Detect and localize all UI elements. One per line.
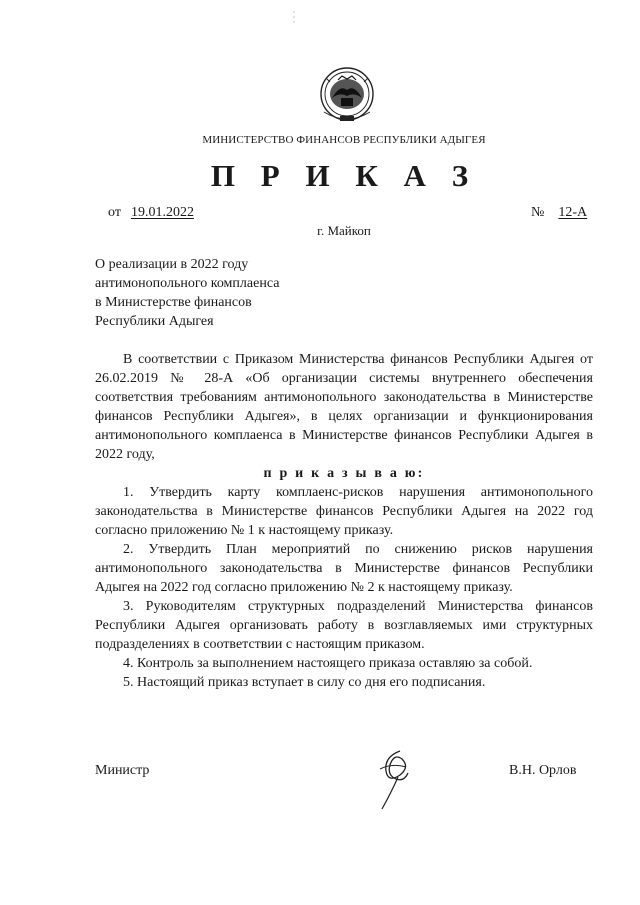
preamble-paragraph: В соответствии с Приказом Министерства финансов Республики Адыгея от 26.02.2019 № 28-А «Об организации системы внутреннего обеспечения соответствия требованиям антимонопольного законодательства в Министерстве финансов Республики Адыгея», в целях организации и функционирования антимонопольного комплаенса в Министерстве финансов Республики Адыгея в 2022 году, xyxy=(95,352,593,462)
subject-line: Республики Адыгея xyxy=(95,314,214,329)
order-number xyxy=(531,205,587,221)
order-date xyxy=(108,205,194,221)
order-item: 3. Руководителям структурных подразделений Министерства финансов Республики Адыгея организовать работу в возглавляемых ими структурных подразделениях в соответствии с настоящим приказом. xyxy=(95,599,593,652)
number-label: № xyxy=(531,205,545,220)
order-item: 2. Утвердить План мероприятий по снижению рисков нарушения антимонопольного законодательства в Министерстве финансов Республики Адыгея на 2022 год согласно приложению № 2 к настоящему приказу. xyxy=(95,542,593,595)
date-value: 19.01.2022 xyxy=(130,205,194,220)
signatory-position: Министр xyxy=(95,763,150,778)
order-item: 4. Контроль за выполнением настоящего приказа оставляю за собой. xyxy=(123,656,533,671)
order-item: 1. Утвердить карту комплаенс-рисков нарушения антимонопольного законодательства в Министерстве финансов Республики Адыгея на 2022 год согласно приложению № 1 к настоящему приказу. xyxy=(95,485,593,538)
number-value: 12-А xyxy=(558,205,588,220)
subject-line: О реализации в 2022 году xyxy=(95,257,249,272)
document-title: П Р И К А З xyxy=(210,158,478,193)
signatory-name: В.Н. Орлов xyxy=(509,763,577,778)
subject-line: антимонопольного комплаенса xyxy=(95,276,280,291)
order-body xyxy=(95,350,593,692)
order-subject xyxy=(95,255,279,331)
subject-line: в Министерстве финансов xyxy=(95,295,252,310)
handwritten-signature-icon xyxy=(370,745,420,815)
date-label: от xyxy=(108,205,121,220)
city: г. Майкоп xyxy=(317,223,371,238)
ministry-name: МИНИСТЕРСТВО ФИНАНСОВ РЕСПУБЛИКИ АДЫГЕЯ xyxy=(202,134,486,146)
scan-speck xyxy=(292,10,296,24)
orders-heading: п р и к а з ы в а ю: xyxy=(263,466,425,481)
order-item: 5. Настоящий приказ вступает в силу со дня его подписания. xyxy=(123,675,486,690)
coat-of-arms-emblem-icon xyxy=(310,64,384,128)
